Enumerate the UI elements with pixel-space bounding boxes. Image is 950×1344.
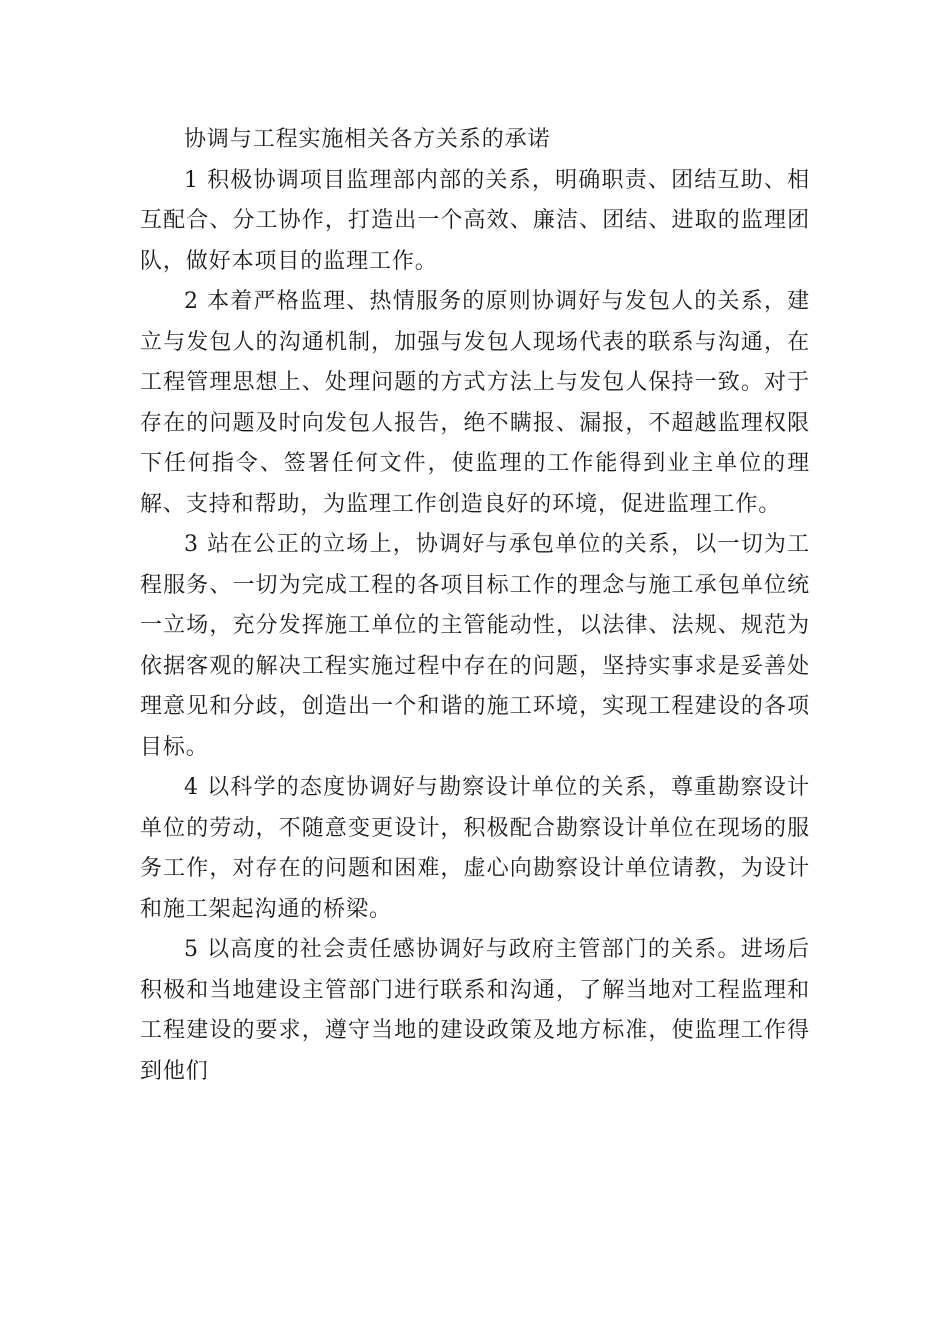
document-body <box>140 120 810 1092</box>
paragraph-4: 4 以科学的态度协调好与勘察设计单位的关系，尊重勘察设计单位的劳动，不随意变更设计，积极配合勘察设计单位在现场的服务工作，对存在的问题和困难，虚心向勘察设计单位请教，为设计和施工架起沟通的桥梁。 <box>140 775 810 922</box>
paragraph-1: 1 积极协调项目监理部内部的关系，明确职责、团结互助、相互配合、分工协作，打造出一个高效、廉洁、团结、进取的监理团队，做好本项目的监理工作。 <box>140 167 810 274</box>
paragraph-5: 5 以高度的社会责任感协调好与政府主管部门的关系。进场后积极和当地建设主管部门进行联系和沟通，了解当地对工程监理和工程建设的要求，遵守当地的建设政策及地方标准，使监理工作得到他们 <box>140 937 810 1084</box>
paragraph-2: 2 本着严格监理、热情服务的原则协调好与发包人的关系，建立与发包人的沟通机制，加强与发包人现场代表的联系与沟通，在工程管理思想上、处理问题的方式方法上与发包人保持一致。对于存在的问题及时向发包人报告，绝不瞒报、漏报，不超越监理权限下任何指令、签署任何文件，使监理的工作能得到业主单位的理解、支持和帮助，为监理工作创造良好的环境，促进监理工作。 <box>140 289 810 517</box>
document-title: 协调与工程实施相关各方关系的承诺 <box>184 127 551 152</box>
paragraph-3: 3 站在公正的立场上，协调好与承包单位的关系，以一切为工程服务、一切为完成工程的各项目标工作的理念与施工承包单位统一立场，充分发挥施工单位的主管能动性，以法律、法规、规范为依据客观的解决工程实施过程中存在的问题，坚持实事求是妥善处理意见和分歧，创造出一个和谐的施工环境，实现工程建设的各项目标。 <box>140 532 810 760</box>
